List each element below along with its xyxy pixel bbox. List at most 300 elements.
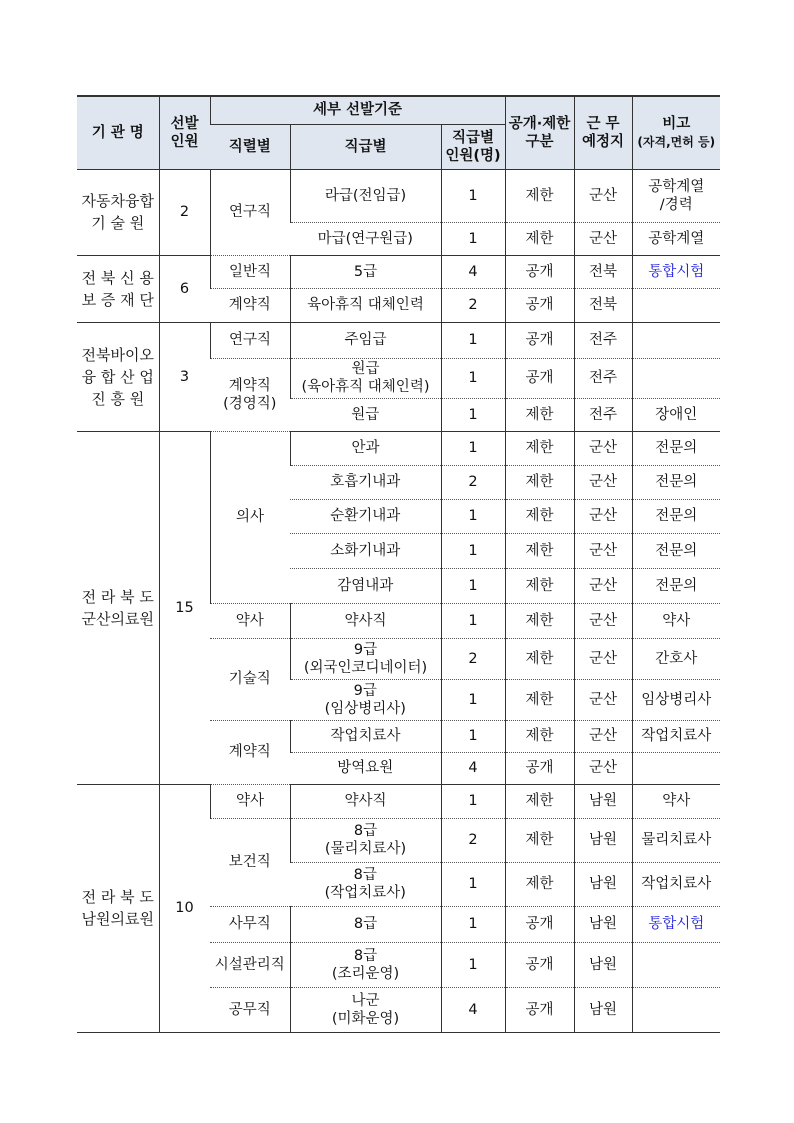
note [632,720,720,752]
open-type-text: 제한 [525,474,554,490]
grade-count [441,679,505,720]
grade-text: 원급 [351,361,380,377]
work-location-text: 전주 [588,332,617,348]
note-text: 약사 [662,793,691,809]
work-location [574,222,632,255]
note [632,818,720,862]
grade [290,720,441,752]
org-name [77,255,159,322]
selection-count [159,784,210,1032]
open-type [505,638,574,679]
grade-count-text: 1 [468,876,478,892]
job-category [210,603,290,638]
job-category-text-2: (경영직) [223,395,277,412]
note [632,862,720,906]
job-category-text: 약사 [235,612,264,629]
open-type [505,533,574,568]
table-row [77,431,720,465]
grade [290,322,441,358]
grade-count-text: 1 [468,691,478,708]
work-location [574,906,632,942]
job-category [210,987,290,1032]
grade-count-text: 1 [468,406,478,423]
grade-count [441,358,505,398]
work-location [574,720,632,752]
work-location-text: 전주 [588,370,617,386]
org-name-text-2: 군산의료원 [81,609,154,628]
job-category [210,906,290,942]
org-name-text: 전 라 북 도 [81,888,154,906]
open-type-text: 제한 [525,650,554,667]
work-location [574,987,632,1032]
grade [290,465,441,499]
selection-count-text: 6 [179,280,190,297]
job-category [210,169,290,255]
open-type [505,784,574,818]
org-name [77,169,159,255]
grade-text-2: (외국인코디네이터) [303,659,428,676]
open-type-text: 제한 [525,832,554,848]
selection-count-text: 10 [175,900,194,916]
work-location [574,169,632,222]
grade-count-text: 2 [468,832,478,848]
grade-text: 5급 [353,263,378,280]
open-type-text: 공개 [525,760,554,776]
grade-count-text: 1 [468,187,478,204]
grade-text: 약사직 [344,612,387,629]
header-note: 비고 (자격,면허 등) [632,96,720,169]
job-category [210,784,290,818]
work-location-text: 군산 [588,187,617,204]
open-type [505,222,574,255]
grade-count [441,942,505,987]
header-grade: 직급별 [290,124,441,169]
work-location [574,499,632,533]
grade-count [441,906,505,942]
grade-count [441,568,505,603]
note-text: 전문의 [655,542,698,559]
note [632,906,720,942]
selection-count-text: 2 [179,204,190,220]
open-type-text: 제한 [525,612,554,629]
open-type-text: 제한 [525,230,554,247]
open-type [505,818,574,862]
work-location-text: 전북 [588,297,617,313]
open-type-text: 공개 [525,1001,554,1018]
grade-count [441,398,505,431]
grade [290,533,441,568]
note [632,784,720,818]
open-type [505,358,574,398]
grade-count-text: 1 [468,440,478,456]
table-body [77,169,720,1032]
note [632,752,720,784]
org-name-text-2: 남원의료원 [81,910,154,928]
grade-count [441,169,505,222]
note [632,322,720,358]
grade-text-2: (물리치료사) [324,841,407,857]
grade-text-2: (육아휴직 대체인력) [301,379,430,395]
note-text: 통합시험 [648,263,705,280]
work-location [574,533,632,568]
grade-text: 호흡기내과 [330,474,401,490]
job-category-text: 계약직 [228,377,271,394]
note [632,169,720,222]
grade-count-text: 1 [468,370,478,386]
grade-count [441,431,505,465]
grade-text: 주임급 [344,332,387,348]
header-job: 직렬별 [210,124,290,169]
work-location [574,255,632,288]
header-grade-count: 직급별 인원(명) [441,124,505,169]
work-location-text: 전북 [588,263,617,280]
grade-count [441,784,505,818]
org-name-text-3: 진 흥 원 [91,389,145,408]
table-row [77,169,720,222]
work-location-text: 군산 [588,728,617,744]
open-type [505,679,574,720]
grade-text: 8급 [353,867,377,883]
work-location-text: 남원 [588,1001,617,1018]
note [632,358,720,398]
open-type [505,499,574,533]
grade-text: 안과 [351,440,380,456]
work-location-text: 군산 [588,474,617,490]
open-type [505,568,574,603]
note-text: 작업치료사 [641,728,712,744]
grade [290,818,441,862]
grade [290,499,441,533]
work-location-text: 군산 [588,760,617,776]
note-text: 전문의 [655,474,698,490]
org-name-text: 전 북 신 용 [81,268,154,287]
grade [290,431,441,465]
open-type [505,987,574,1032]
grade-count-text: 2 [468,650,478,667]
table-header [77,96,720,169]
grade-count [441,818,505,862]
work-location [574,942,632,987]
grade-count [441,288,505,322]
open-type [505,431,574,465]
work-location [574,288,632,322]
note [632,288,720,322]
work-location-text: 남원 [588,956,617,973]
work-location-text: 군산 [588,440,617,456]
work-location-text: 군산 [588,691,617,708]
grade-text: 9급 [353,682,377,699]
org-name [77,431,159,784]
org-name-text-2: 기 술 원 [91,214,145,232]
grade-text: 육아휴직 대체인력 [307,297,424,313]
job-category [210,255,290,288]
grade [290,288,441,322]
grade-text: 약사직 [344,793,387,809]
org-name-text: 자동차융합 [81,192,154,210]
work-location [574,431,632,465]
grade-count [441,322,505,358]
open-type [505,862,574,906]
work-location [574,679,632,720]
open-type [505,720,574,752]
open-type [505,322,574,358]
open-type [505,255,574,288]
grade-text: 방역요원 [337,760,394,776]
grade [290,222,441,255]
work-location-text: 군산 [588,612,617,629]
table-row [77,255,720,288]
open-type [505,906,574,942]
grade [290,784,441,818]
note-text: 전문의 [655,440,698,456]
grade [290,358,441,398]
open-type-text: 제한 [525,577,554,594]
grade-count [441,255,505,288]
job-category [210,431,290,603]
table-row [77,322,720,358]
grade-count-text: 1 [468,577,478,594]
job-category [210,322,290,358]
job-category-text: 약사 [235,793,264,809]
note-text: 작업치료사 [641,876,712,892]
note-text: 간호사 [655,650,698,667]
grade-count-text: 1 [468,332,478,348]
grade-text: 8급 [353,916,378,932]
grade [290,568,441,603]
job-category [210,720,290,784]
work-location-text: 군산 [588,577,617,594]
header-criteria: 세부 선발기준 [210,96,505,124]
grade [290,862,441,906]
work-location [574,818,632,862]
work-location-text: 남원 [588,793,617,809]
grade [290,603,441,638]
grade-count [441,638,505,679]
grade-count-text: 2 [468,297,478,313]
grade-count [441,533,505,568]
work-location-text: 남원 [588,916,617,932]
note-text-2: /경력 [659,196,693,213]
job-category-text: 의사 [235,509,264,525]
work-location [574,603,632,638]
grade [290,942,441,987]
note [632,431,720,465]
grade-text: 8급 [353,947,378,964]
grade-count-text: 1 [468,612,478,629]
open-type-text: 제한 [525,876,554,892]
open-type-text: 제한 [525,542,554,559]
note [632,679,720,720]
header-count: 선발 인원 [159,96,210,169]
grade [290,679,441,720]
grade-text: 감염내과 [337,577,394,594]
grade [290,255,441,288]
grade-text: 순환기내과 [330,508,401,524]
grade-count [441,465,505,499]
open-type-text: 공개 [525,332,554,348]
grade-count-text: 1 [468,508,478,524]
selection-count [159,255,210,322]
work-location-text: 군산 [588,230,617,247]
work-location-text: 남원 [588,876,617,892]
job-category [210,358,290,431]
note [632,987,720,1032]
grade [290,987,441,1032]
work-location [574,358,632,398]
job-category-text: 연구직 [228,332,272,348]
job-category-text: 공무직 [228,1001,271,1018]
note-text: 전문의 [655,508,698,524]
open-type-text: 공개 [525,263,554,280]
grade-count-text: 1 [468,956,478,973]
work-location-text: 남원 [588,832,617,848]
grade-count-text: 1 [468,542,478,559]
job-category-text: 일반직 [228,263,272,280]
header-org: 기 관 명 [77,96,159,169]
grade-count [441,603,505,638]
open-type-text: 제한 [525,187,554,204]
open-type [505,169,574,222]
grade-count-text: 4 [468,760,478,776]
open-type [505,942,574,987]
note [632,255,720,288]
grade-text: 나군 [351,992,380,1009]
grade [290,169,441,222]
org-name [77,784,159,1032]
job-category-text: 기술직 [228,671,271,687]
grade-count [441,720,505,752]
open-type-text: 제한 [525,728,554,744]
org-name-text-2: 보 증 재 단 [81,290,154,309]
note [632,499,720,533]
job-category [210,818,290,906]
grade [290,638,441,679]
open-type-text: 제한 [525,406,554,423]
job-category-text: 보건직 [228,854,271,870]
open-type-text: 공개 [525,297,554,313]
work-location [574,465,632,499]
grade-text-2: (작업치료사) [324,885,406,901]
note [632,222,720,255]
job-category-text: 계약직 [228,744,271,760]
selection-count [159,431,210,784]
grade-text-2: (조리운영) [331,965,400,982]
grade-count-text: 4 [468,263,478,280]
header-open: 공개·제한 구분 [505,96,574,169]
selection-count [159,322,210,431]
grade-count-text: 4 [468,1001,478,1018]
grade-count-text: 1 [468,916,478,932]
work-location [574,784,632,818]
open-type-text: 제한 [525,793,554,809]
note-text: 물리치료사 [641,832,712,848]
grade [290,906,441,942]
job-category [210,288,290,322]
open-type [505,398,574,431]
grade-text: 작업치료사 [330,728,401,744]
note [632,638,720,679]
note [632,942,720,987]
work-location [574,398,632,431]
note-text: 공학계열 [648,178,705,195]
note-text: 공학계열 [648,230,705,247]
grade-text: 마급(연구원급) [317,230,413,247]
grade-text: 소화기내과 [330,542,401,559]
selection-count-text: 15 [175,599,194,616]
recruitment-table [77,95,720,1033]
table-row [77,784,720,818]
grade-text-2: (임상병리사) [324,700,406,717]
note-text: 전문의 [655,577,698,594]
grade [290,398,441,431]
job-category-text: 사무직 [228,916,271,932]
note [632,398,720,431]
grade-text: 라급(전임급) [324,187,407,204]
grade-text: 9급 [353,641,378,658]
note [632,533,720,568]
open-type-text: 공개 [525,956,554,973]
grade-count [441,987,505,1032]
open-type-text: 제한 [525,508,554,524]
work-location-text: 군산 [588,542,617,559]
note-text: 장애인 [655,406,698,423]
org-name [77,322,159,431]
work-location [574,862,632,906]
open-type [505,465,574,499]
note [632,568,720,603]
job-category [210,638,290,720]
grade-text: 원급 [351,406,380,423]
job-category [210,942,290,987]
grade-count-text: 1 [468,793,478,809]
selection-count-text: 3 [179,368,190,385]
grade-count-text: 1 [468,728,478,744]
open-type-text: 제한 [525,440,554,456]
job-category-text: 시설관리직 [214,956,285,973]
grade-count [441,222,505,255]
work-location-text: 군산 [588,508,617,524]
open-type [505,603,574,638]
open-type [505,288,574,322]
open-type-text: 제한 [525,691,554,708]
org-name-text: 전북바이오 [81,345,154,364]
org-name-text: 전 라 북 도 [81,587,154,606]
work-location-text: 전주 [588,406,617,423]
note [632,603,720,638]
grade-text: 8급 [353,823,378,839]
work-location [574,322,632,358]
open-type [505,752,574,784]
grade-count-text: 2 [468,474,478,490]
grade-count [441,499,505,533]
note-text: 통합시험 [648,916,705,932]
grade-count [441,862,505,906]
grade-text-2: (미화운영) [331,1010,400,1027]
grade-count [441,752,505,784]
note-text: 임상병리사 [641,691,712,708]
work-location [574,568,632,603]
open-type-text: 공개 [525,916,554,932]
grade [290,752,441,784]
selection-count [159,169,210,255]
work-location [574,752,632,784]
open-type-text: 공개 [525,370,554,386]
header-location: 근 무 예정지 [574,96,632,169]
note-text: 약사 [662,612,691,629]
job-category-text: 계약직 [228,297,271,313]
grade-count-text: 1 [468,230,478,247]
note [632,465,720,499]
